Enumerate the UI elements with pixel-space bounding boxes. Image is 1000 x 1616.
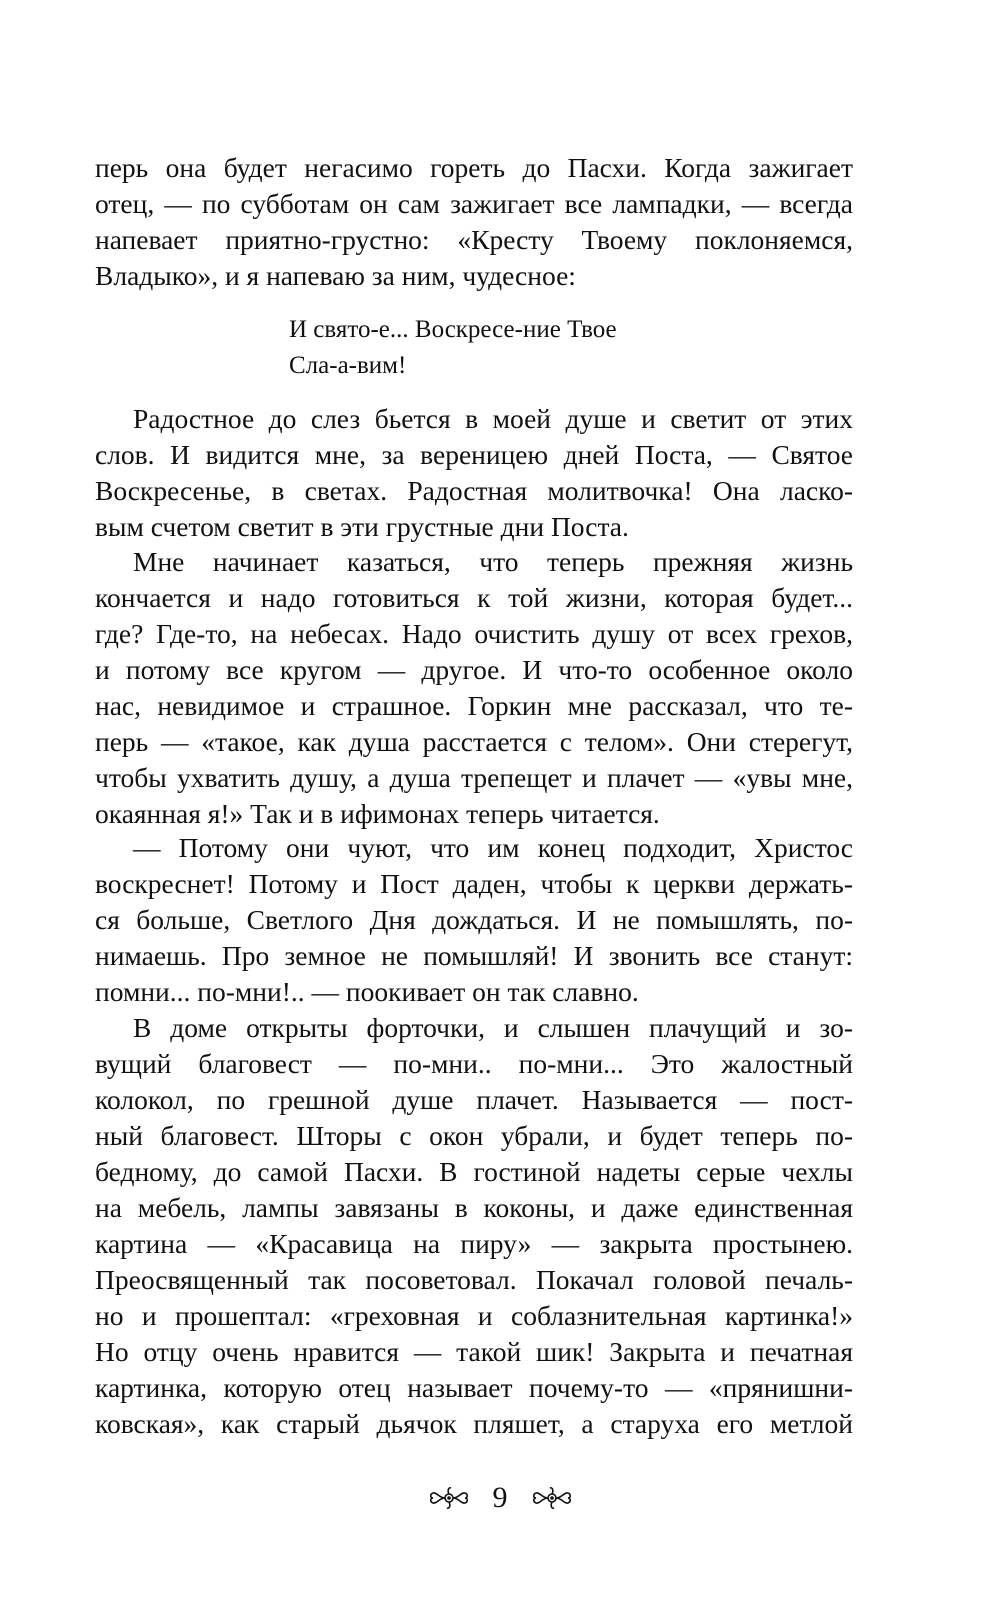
text-line: напевает приятно-грустно: «Кресту Твоему поклоняемся, [95, 224, 853, 255]
paragraph-3 [95, 544, 853, 832]
floral-ornament-icon [530, 1485, 574, 1511]
text-line: Преосвященный так посоветовал. Покачал головой печаль- [95, 1264, 853, 1295]
text-line: ковская», как старый дьячок пляшет, а старуха его метлой [95, 1408, 853, 1439]
text-line: нас, невидимое и страшное. Горкин мне рассказал, что те- [95, 690, 853, 721]
text-line: Радостное до слез бьется в моей душе и светит от этих [133, 403, 853, 434]
text-line: помни... по-мни!.. — поокивает он так славно. [95, 976, 639, 1007]
text-line: — Потому они чуют, что им конец подходит, Христос [133, 832, 853, 863]
paragraph-1 [95, 150, 853, 294]
text-line: ный благовест. Шторы с окон убрали, и будет теперь по- [95, 1120, 853, 1151]
verse-line: Сла-а-вим! [289, 352, 407, 379]
verse-line: И свято-е... Воскресе-ние Твое [289, 316, 617, 343]
text-line: вущий благовест — по-мни.. по-мни... Это жалостный [95, 1048, 853, 1079]
text-line: бедному, до самой Пасхи. В гостиной надеты серые чехлы [95, 1156, 853, 1187]
text-line: Владыко», и я напеваю за ним, чудесное: [95, 260, 576, 291]
text-line: но и прошептал: «греховная и соблазнительная картинка!» [95, 1300, 853, 1331]
text-line: где? Где-то, на небесах. Надо очистить душу от всех грехов, [95, 618, 853, 649]
paragraph-2 [95, 401, 853, 545]
text-line: окаянная я!» Так и в ифимонах теперь читается. [95, 798, 660, 829]
paragraph-5 [95, 1010, 853, 1442]
text-line: колокол, по грешной душе плачет. Называется — пост- [95, 1084, 853, 1115]
text-line: воскреснет! Потому и Пост даден, чтобы к церкви держать- [95, 868, 853, 899]
text-line: чтобы ухватить душу, а душа трепещет и плачет — «увы мне, [95, 762, 853, 793]
text-line: на мебель, лампы завязаны в коконы, и даже единственная [95, 1192, 853, 1223]
text-line: отец, — по субботам он сам зажигает все лампадки, — всегда [95, 188, 853, 219]
text-line: и потому все кругом — другое. И что-то особенное около [95, 654, 853, 685]
text-line: Воскресенье, в светах. Радостная молитвочка! Она ласко- [95, 475, 853, 506]
text-line: Мне начинает казаться, что теперь прежняя жизнь [133, 546, 853, 577]
text-line: картинка, которую отец называет почему-то — «прянишни- [95, 1372, 853, 1403]
text-line: Но отцу очень нравится — такой шик! Закрыта и печатная [95, 1336, 853, 1367]
text-line: кончается и надо готовиться к той жизни, которая будет... [95, 582, 853, 613]
text-line: вым счетом светит в эти грустные дни Поста. [95, 511, 629, 542]
paragraph-4 [95, 830, 853, 1010]
floral-ornament-icon [427, 1485, 471, 1511]
text-line: нимаешь. Про земное не помышляй! И звонить все станут: [95, 940, 853, 971]
text-line: В доме открыты форточки, и слышен плачущий и зо- [133, 1012, 853, 1043]
text-line: перь она будет негасимо гореть до Пасхи. Когда зажигает [95, 152, 853, 183]
text-line: картина — «Красавица на пиру» — закрыта простынею. [95, 1228, 853, 1259]
text-line: ся больше, Светлого Дня дождаться. И не помышлять, по- [95, 904, 853, 935]
page-footer [0, 1478, 1000, 1518]
text-line: перь — «такое, как душа расстается с телом». Они стерегут, [95, 726, 853, 757]
page-number: 9 [492, 1481, 508, 1514]
verse-quote [289, 312, 617, 384]
text-line: слов. И видится мне, за вереницею дней Поста, — Святое [95, 439, 853, 470]
